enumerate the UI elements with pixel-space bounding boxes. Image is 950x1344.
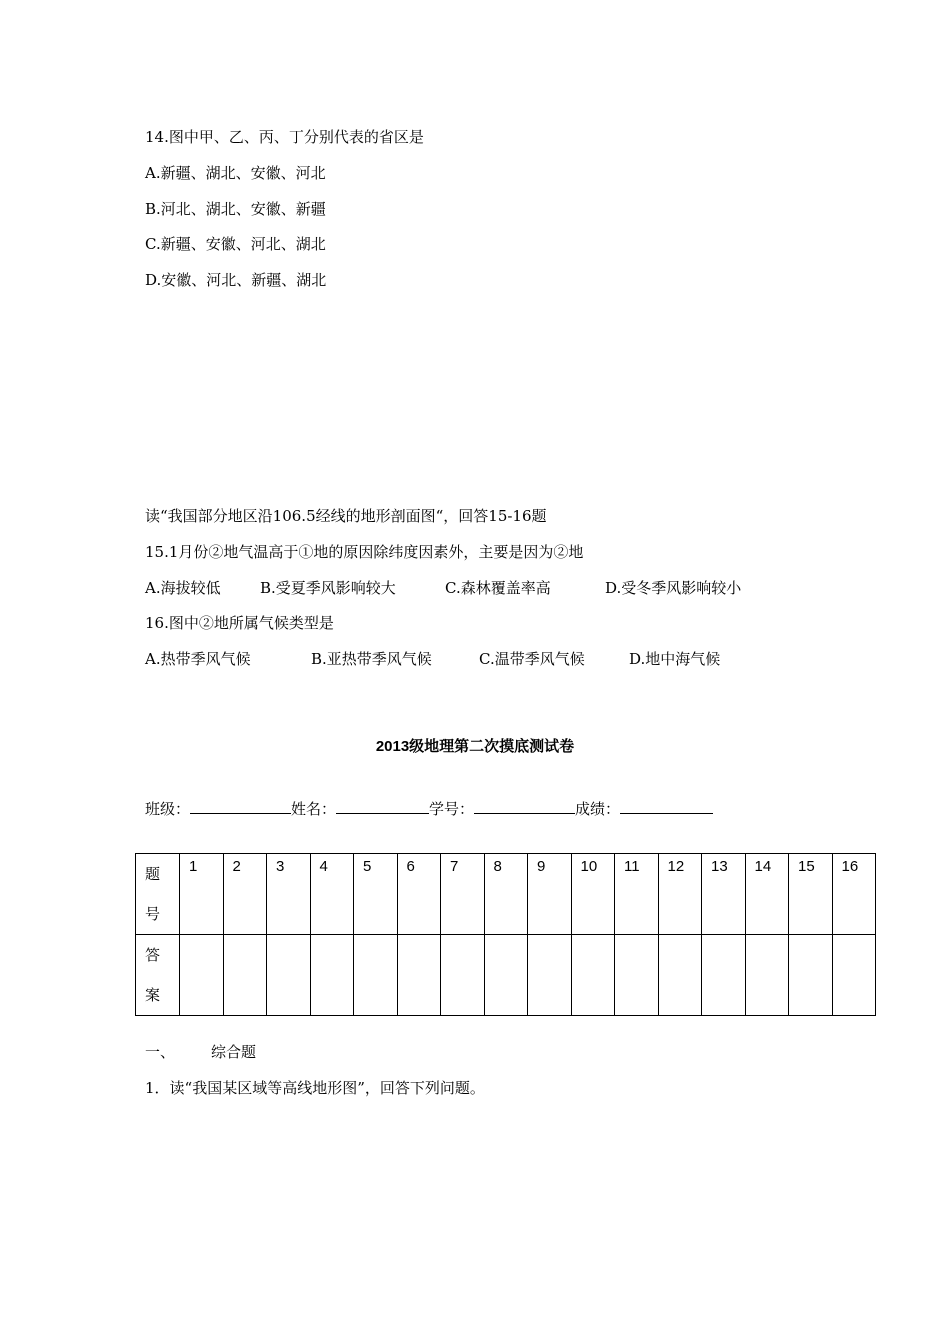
answer-cell[interactable] (832, 935, 876, 1016)
section-label: 综合题 (211, 1043, 257, 1061)
answer-cell[interactable] (397, 935, 441, 1016)
answer-cell[interactable] (528, 935, 572, 1016)
score-label: 成绩： (575, 800, 621, 818)
section-number: 一、 (145, 1043, 176, 1061)
answer-cell[interactable] (310, 935, 354, 1016)
q15-option-d: D.受冬季风影响较小 (605, 579, 742, 597)
answer-cell[interactable] (702, 935, 746, 1016)
question-number-row (136, 854, 876, 935)
question-number-cell: 4 (310, 854, 354, 935)
exam-title: 2013级地理第二次摸底测试卷 (375, 738, 575, 755)
question-number-cell: 5 (354, 854, 398, 935)
question-number-cell: 3 (267, 854, 311, 935)
q14-option-b: B.河北、湖北、安徽、新疆 (145, 200, 326, 218)
q15-option-b: B.受夏季风影响较大 (260, 579, 396, 597)
answer-table (135, 853, 876, 1016)
q16-options (145, 649, 720, 669)
q16-option-a: A.热带季风气候 (145, 650, 251, 668)
section-heading (145, 1042, 256, 1062)
answer-cell[interactable] (354, 935, 398, 1016)
question-number-cell: 11 (615, 854, 659, 935)
question-number-cell: 13 (702, 854, 746, 935)
answer-cell[interactable] (267, 935, 311, 1016)
header-char: 案 (145, 986, 161, 1004)
question-number-cell: 9 (528, 854, 572, 935)
question-number-cell: 6 (397, 854, 441, 935)
answer-row (136, 935, 876, 1016)
header-char: 答 (145, 946, 161, 964)
q16-option-d: D.地中海气候 (629, 650, 721, 668)
question-number-cell: 10 (571, 854, 615, 935)
q14-option-a: A.新疆、湖北、安徽、河北 (145, 164, 326, 182)
q14-option-c: C.新疆、安徽、河北、湖北 (145, 235, 326, 253)
header-char: 号 (145, 905, 161, 923)
q14-option-d: D.安徽、河北、新疆、湖北 (145, 271, 327, 289)
question-number-cell: 16 (832, 854, 876, 935)
answer-cell[interactable] (615, 935, 659, 1016)
name-label: 姓名： (291, 800, 337, 818)
answer-header (136, 935, 180, 1016)
id-label: 学号： (429, 800, 475, 818)
class-label: 班级： (145, 800, 191, 818)
class-blank[interactable] (190, 797, 291, 814)
q16-option-b: B.亚热带季风气候 (311, 650, 432, 668)
header-char: 题 (145, 865, 161, 883)
question-number-cell: 15 (789, 854, 833, 935)
q15-options (145, 578, 741, 598)
q15-16-intro: 读“我国部分地区沿106.5经线的地形剖面图“，回答15-16题 (145, 507, 547, 525)
q15-option-c: C.森林覆盖率高 (445, 579, 551, 597)
answer-cell[interactable] (180, 935, 224, 1016)
student-info (145, 797, 713, 819)
answer-cell[interactable] (745, 935, 789, 1016)
answer-cell[interactable] (223, 935, 267, 1016)
name-blank[interactable] (336, 797, 429, 814)
question-number-cell: 2 (223, 854, 267, 935)
score-blank[interactable] (620, 797, 713, 814)
answer-cell[interactable] (789, 935, 833, 1016)
q16-option-c: C.温带季风气候 (479, 650, 585, 668)
answer-cell[interactable] (571, 935, 615, 1016)
question-number-header (136, 854, 180, 935)
question-number-cell: 7 (441, 854, 485, 935)
q14-stem: 14.图中甲、乙、丙、丁分别代表的省区是 (145, 128, 424, 146)
answer-cell[interactable] (441, 935, 485, 1016)
q15-option-a: A.海拔较低 (145, 579, 221, 597)
q15-stem: 15.1月份②地气温高于①地的原因除纬度因素外，主要是因为②地 (145, 543, 584, 561)
id-blank[interactable] (474, 797, 575, 814)
question-number-cell: 1 (180, 854, 224, 935)
answer-cell[interactable] (484, 935, 528, 1016)
q16-stem: 16.图中②地所属气候类型是 (145, 614, 334, 632)
question-number-cell: 14 (745, 854, 789, 935)
answer-cell[interactable] (658, 935, 702, 1016)
comprehensive-q1: 1．读“我国某区域等高线地形图”，回答下列问题。 (145, 1079, 485, 1097)
question-number-cell: 12 (658, 854, 702, 935)
question-number-cell: 8 (484, 854, 528, 935)
